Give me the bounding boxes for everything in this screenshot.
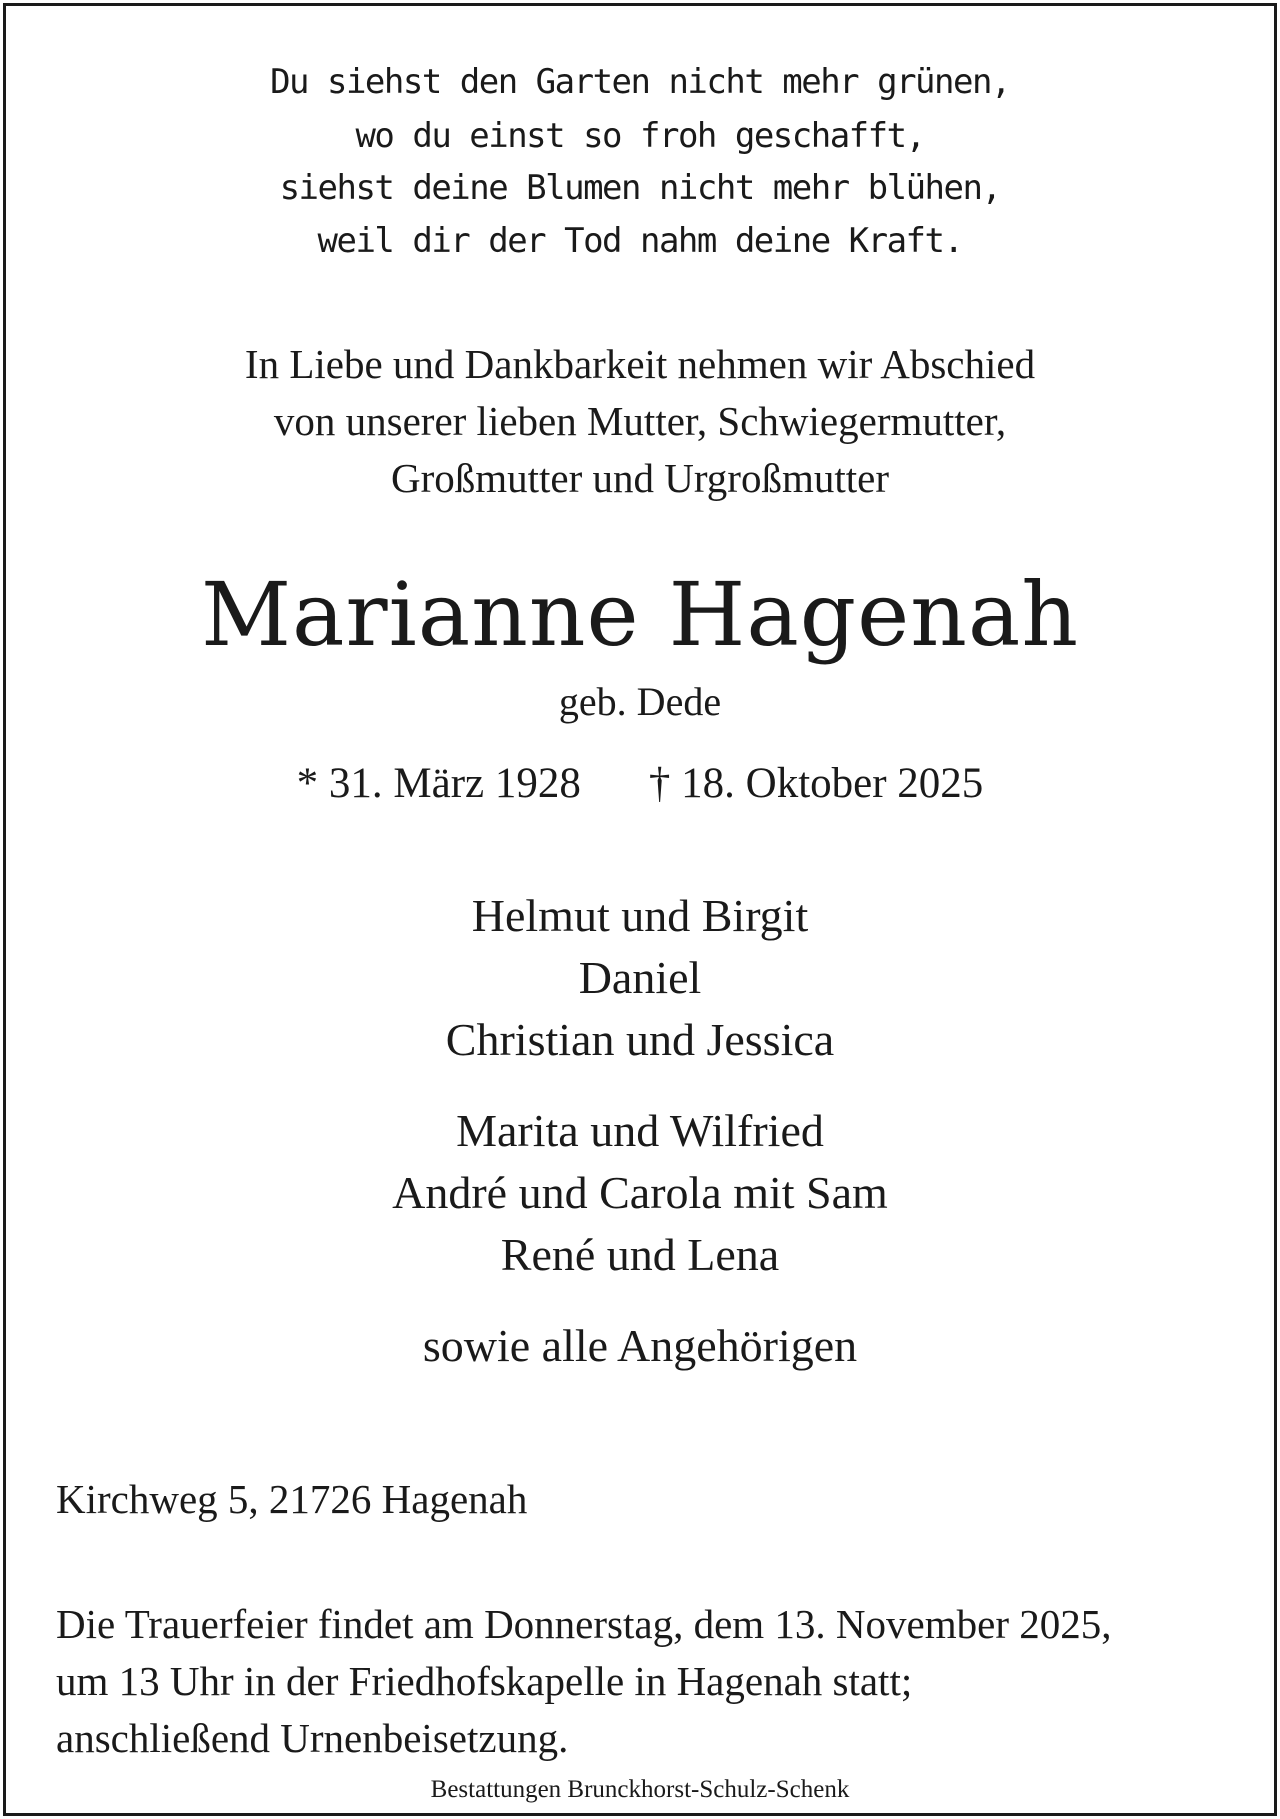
life-dates	[6, 758, 1274, 810]
service-line: Die Trauerfeier findet am Donnerstag, dem 13. November 2025,	[56, 1601, 1112, 1647]
intro-line: von unserer lieben Mutter, Schwiegermutter,	[273, 398, 1007, 444]
poem-line: wo du einst so froh geschafft,	[355, 116, 925, 156]
intro-line: Großmutter und Urgroßmutter	[391, 455, 889, 501]
mourner-line: Daniel	[578, 952, 702, 1003]
mourner-line: Christian und Jessica	[445, 1014, 835, 1065]
service-line: um 13 Uhr in der Friedhofskapelle in Hagenah statt;	[56, 1658, 913, 1704]
mourner-line: Helmut und Birgit	[471, 890, 809, 941]
poem-line: Du siehst den Garten nicht mehr grünen,	[270, 62, 1010, 102]
mourner-line: Marita und Wilfried	[456, 1105, 824, 1156]
poem-line: siehst deine Blumen nicht mehr blühen,	[279, 168, 1001, 208]
birth-name: geb. Dede	[558, 679, 722, 724]
intro-line: In Liebe und Dankbarkeit nehmen wir Abschied	[244, 341, 1036, 387]
funeral-home: Bestattungen Brunckhorst-Schulz-Schenk	[430, 1776, 850, 1803]
birth-date: * 31. März 1928	[296, 760, 581, 807]
obituary-notice	[3, 3, 1277, 1816]
mourner-line: André und Carola mit Sam	[392, 1167, 888, 1218]
address: Kirchweg 5, 21726 Hagenah	[56, 1476, 528, 1522]
mourner-line: René und Lena	[500, 1229, 780, 1280]
death-date: † 18. Oktober 2025	[648, 760, 984, 807]
poem-line: weil dir der Tod nahm deine Kraft.	[317, 221, 963, 261]
mourners-closing: sowie alle Angehörigen	[422, 1320, 858, 1371]
deceased-name: Marianne Hagenah	[200, 563, 1080, 666]
service-line: anschließend Urnenbeisetzung.	[56, 1715, 569, 1761]
